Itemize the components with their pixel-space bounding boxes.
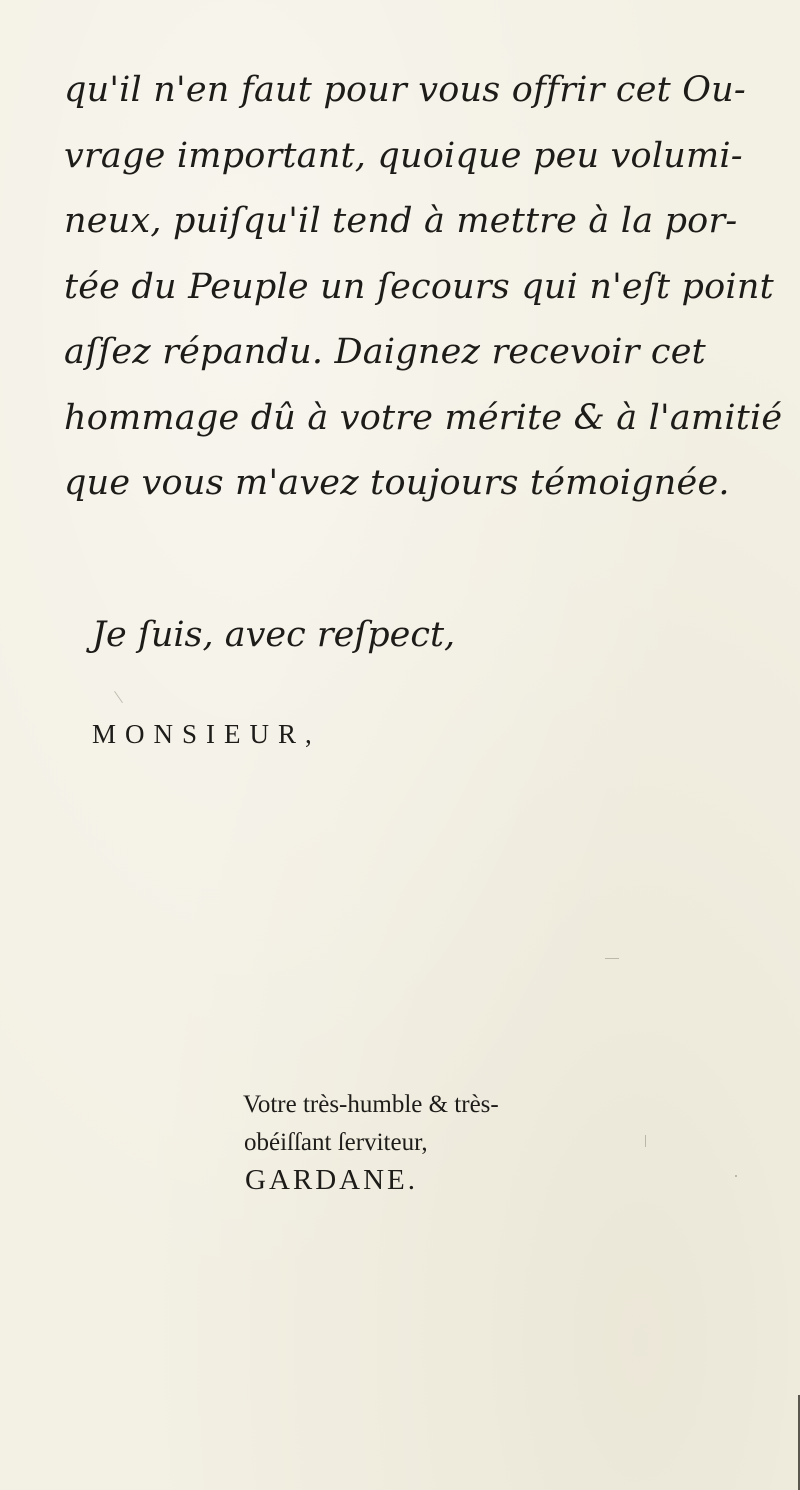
signature-name: GARDANE. xyxy=(245,1164,419,1196)
body-line: neux, puiſqu'il tend à mettre à la por- xyxy=(64,201,738,241)
body-line: qu'il n'en faut pour vous offrir cet Ou- xyxy=(64,70,746,110)
body-line: vrage important, quoique peu volumi- xyxy=(64,135,743,176)
dedication-body xyxy=(64,58,783,517)
body-line: que vous m'avez toujours témoignée. xyxy=(64,463,730,503)
signature-line-2: obéiſſant ſerviteur, xyxy=(244,1129,428,1156)
body-line: tée du Peuple un ſecours qui n'eſt point xyxy=(64,266,774,307)
body-line: aſſez répandu. Daignez recevoir cet xyxy=(64,332,706,372)
paper-speck xyxy=(735,1175,737,1177)
signature-line-1: Votre très-humble & très- xyxy=(243,1091,499,1118)
paper-speck xyxy=(605,958,619,959)
body-line: hommage dû à votre mérite & à l'amitié xyxy=(64,397,783,438)
paper-speck xyxy=(114,691,123,703)
closing-formula: Je ſuis, avec reſpect, xyxy=(92,615,456,655)
paper-speck xyxy=(645,1135,646,1147)
salutation: MONSIEUR, xyxy=(92,719,321,749)
